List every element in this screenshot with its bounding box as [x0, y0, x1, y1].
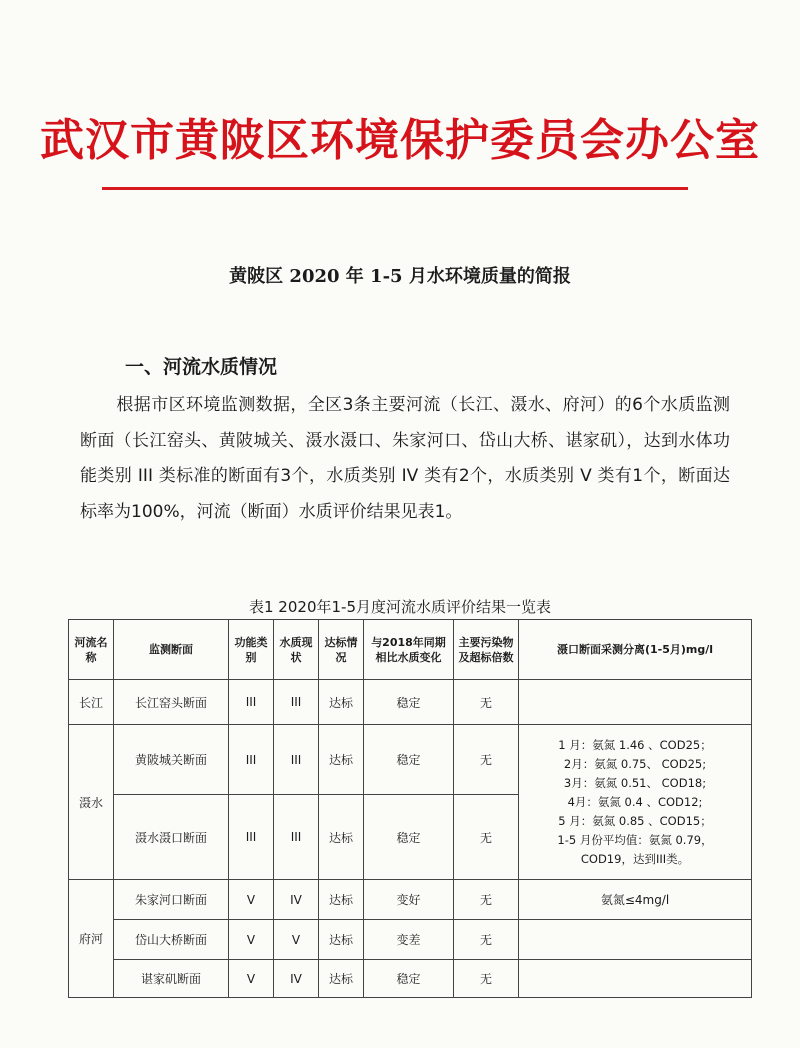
table-row: [69, 960, 752, 998]
fuhe-note: 氨氮≤4mg/l: [519, 880, 752, 920]
status-class: IV: [274, 960, 319, 998]
section-name: 谌家矶断面: [114, 960, 229, 998]
table-row: [69, 920, 752, 960]
note-line: 2月：氨氮 0.75、 COD25;: [563, 756, 707, 771]
sheshui-monthly-note: [519, 725, 752, 880]
compliance: 达标: [319, 880, 364, 920]
status-class: III: [274, 795, 319, 880]
compliance: 达标: [319, 960, 364, 998]
func-class: V: [229, 920, 274, 960]
report-title: 黄陂区 2020 年 1-5 月水环境质量的简报: [229, 266, 571, 287]
header-func: 功能类别: [229, 620, 274, 680]
func-class: III: [229, 725, 274, 795]
compliance: 达标: [319, 680, 364, 725]
pollutant: 无: [454, 960, 519, 998]
pollutant: 无: [454, 725, 519, 795]
body-paragraph: [80, 388, 730, 530]
header-section: 监测断面: [114, 620, 229, 680]
note-line: 5 月：氨氮 0.85 、COD15；: [558, 813, 712, 828]
header-compliance: 达标情况: [319, 620, 364, 680]
note-line: COD19，达到III类。: [580, 851, 690, 866]
note-line: 1-5 月份平均值：氨氮 0.79，: [557, 832, 713, 847]
compliance: 达标: [319, 920, 364, 960]
letterhead-org-name: 武汉市黄陂区环境保护委员会办公室: [40, 115, 760, 166]
letterhead-red-rule: [102, 187, 688, 190]
pollutant: 无: [454, 920, 519, 960]
section-name: 长江窑头断面: [114, 680, 229, 725]
table-header-row: [69, 620, 752, 680]
compliance: 达标: [319, 795, 364, 880]
change: 稳定: [364, 960, 454, 998]
change: 稳定: [364, 725, 454, 795]
change: 稳定: [364, 680, 454, 725]
note-empty: [519, 960, 752, 998]
status-class: V: [274, 920, 319, 960]
status-class: III: [274, 725, 319, 795]
section-heading: 一、河流水质情况: [125, 356, 278, 378]
header-pollutant: 主要污染物及超标倍数: [454, 620, 519, 680]
header-river: 河流名称: [69, 620, 114, 680]
river-name-sheshui: 滠水: [69, 725, 114, 880]
compliance: 达标: [319, 725, 364, 795]
section-name: 岱山大桥断面: [114, 920, 229, 960]
water-quality-table: [68, 619, 752, 998]
status-class: III: [274, 680, 319, 725]
note-line: 4月：氨氮 0.4 、COD12;: [567, 794, 703, 809]
func-class: V: [229, 960, 274, 998]
header-note: 滠口断面采测分离(1-5月)mg/l: [519, 620, 752, 680]
pollutant: 无: [454, 880, 519, 920]
table-row: [69, 880, 752, 920]
table-caption: 表1 2020年1-5月度河流水质评价结果一览表: [249, 598, 551, 616]
change: 变差: [364, 920, 454, 960]
paragraph-text: 根据市区环境监测数据，全区3条主要河流（长江、滠水、府河）的6个水质监测断面（长江窑头、黄陂城关、滠水滠口、朱家河口、岱山大桥、谌家矶），达到水体功能类别 III 类标准的断面有3个，水质类别 IV 类有2个，水质类别 V 类有1个，断面达标率为100%，河流（断面）水质评价结果见表1。: [80, 395, 730, 522]
func-class: III: [229, 795, 274, 880]
section-name: 滠水滠口断面: [114, 795, 229, 880]
header-change: 与2018年同期相比水质变化: [364, 620, 454, 680]
func-class: V: [229, 880, 274, 920]
table-row: [69, 680, 752, 725]
pollutant: 无: [454, 795, 519, 880]
table-row: [69, 725, 752, 795]
pollutant: 无: [454, 680, 519, 725]
note-empty: [519, 920, 752, 960]
note-line: 3月：氨氮 0.51、 COD18;: [563, 775, 707, 790]
status-class: IV: [274, 880, 319, 920]
change: 变好: [364, 880, 454, 920]
section-name: 朱家河口断面: [114, 880, 229, 920]
note-line: 1 月：氨氮 1.46 、COD25；: [558, 737, 712, 752]
change: 稳定: [364, 795, 454, 880]
river-name-fuhe: 府河: [69, 880, 114, 998]
river-name-changjiang: 长江: [69, 680, 114, 725]
func-class: III: [229, 680, 274, 725]
section-name: 黄陂城关断面: [114, 725, 229, 795]
header-status: 水质现状: [274, 620, 319, 680]
note-empty: [519, 680, 752, 725]
